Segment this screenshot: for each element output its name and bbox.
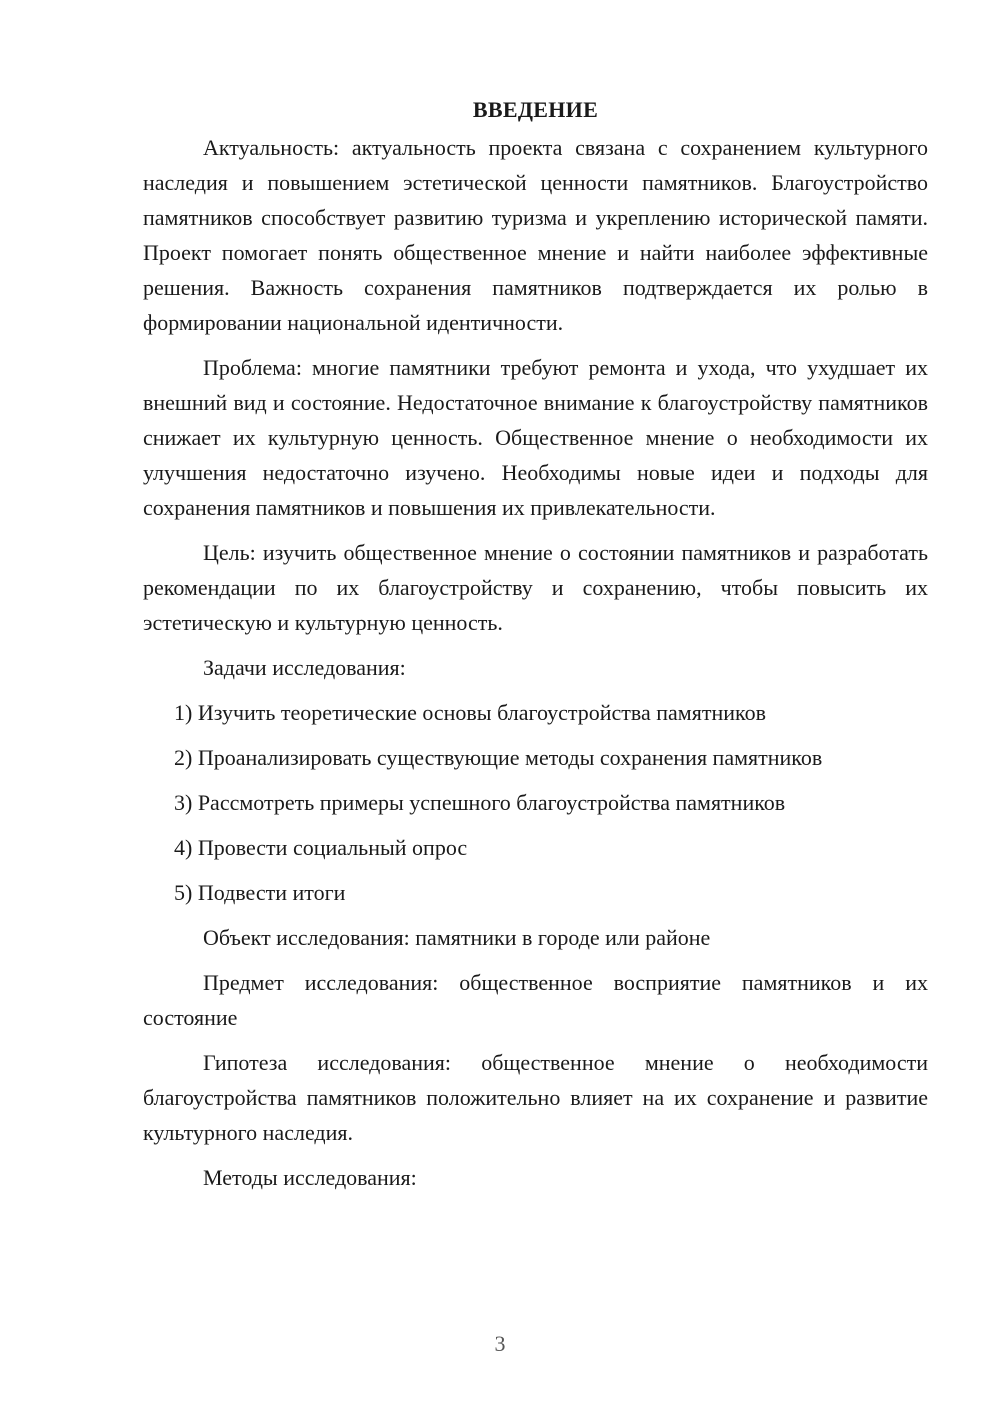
task-item-1: 1) Изучить теоретические основы благоустройства памятников <box>174 700 766 725</box>
document-page <box>143 92 928 1205</box>
paragraph-relevance: Актуальность: актуальность проекта связана с сохранением культурного наследия и повышением эстетической ценности памятников. Благоустройство памятников способствует развитию туризма и укреплению исторической памяти. Проект помогает понять общественное мнение и найти наиболее эффективные решения. Важность сохранения памятников подтверждается их ролью в формировании национальной идентичности. <box>143 135 928 335</box>
task-item-5: 5) Подвести итоги <box>174 880 346 905</box>
page-number: 3 <box>494 1331 506 1356</box>
task-item-3: 3) Рассмотреть примеры успешного благоустройства памятников <box>174 790 786 815</box>
paragraph-goal: Цель: изучить общественное мнение о состоянии памятников и разработать рекомендации по их благоустройству и сохранению, чтобы повысить их эстетическую и культурную ценность. <box>143 540 928 635</box>
paragraph-subject: Предмет исследования: общественное восприятие памятников и их состояние <box>143 970 928 1030</box>
paragraph-problem: Проблема: многие памятники требуют ремонта и ухода, что ухудшает их внешний вид и состояние. Недостаточное внимание к благоустройству памятников снижает их культурную ценность. Общественное мнение о необходимости их улучшения недостаточно изучено. Необходимы новые идеи и подходы для сохранения памятников и повышения их привлекательности. <box>143 355 928 520</box>
tasks-heading: Задачи исследования: <box>203 655 406 680</box>
task-item-2: 2) Проанализировать существующие методы сохранения памятников <box>174 745 823 770</box>
methods-heading: Методы исследования: <box>203 1165 417 1190</box>
paragraph-object: Объект исследования: памятники в городе или районе <box>203 925 711 950</box>
section-title: ВВЕДЕНИЕ <box>472 97 599 122</box>
task-item-4: 4) Провести социальный опрос <box>174 835 468 860</box>
paragraph-hypothesis: Гипотеза исследования: общественное мнение о необходимости благоустройства памятников положительно влияет на их сохранение и развитие культурного наследия. <box>143 1050 928 1145</box>
